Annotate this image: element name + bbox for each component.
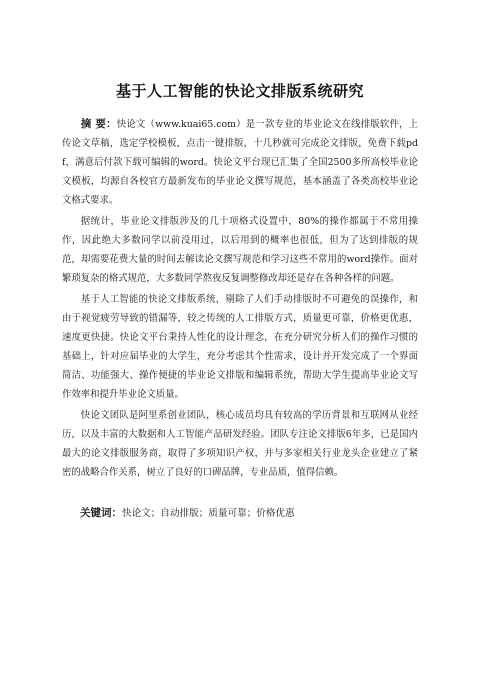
- keywords-line: [62, 504, 418, 523]
- abstract-label: 摘 要：: [80, 118, 117, 130]
- body-paragraph-2: 基于人工智能的快论文排版系统，剔除了人们手动排版时不可避免的误操作，和由于视觉疲劳导致的错漏等，较之传统的人工排版方式，质量更可靠，价格更优惠，速度更快捷。快论文平台秉持人性化的设计理念，在充分研究分析人们的操作习惯的基础上，针对应届毕业的大学生，充分考虑其个性需求，设计并开发完成了一个界面简洁、功能强大、操作便捷的毕业论文排版和编辑系统，帮助大学生提高毕业论文写作效率和提升毕业论文质量。: [62, 294, 418, 400]
- keywords-text: 快论文；自动排版；质量可靠；价格优惠: [122, 508, 295, 519]
- keywords-label: 关键词：: [80, 507, 122, 519]
- document-title: 基于人工智能的快论文排版系统研究: [115, 82, 364, 100]
- abstract-paragraph: [62, 115, 418, 210]
- body-paragraph-3: 快论文团队是阿里系创业团队，核心成员均具有较高的学历背景和互联网从业经历，以及丰富的大数据和人工智能产品研发经验。团队专注论文排版6年多，已是国内最大的论文排版服务商，取得了多项知识产权，并与多家相关行业龙头企业建立了紧密的战略合作关系，树立了良好的口碑品牌，专业品质，值得信赖。: [62, 410, 418, 478]
- body-paragraph-1: 据统计，毕业论文排版涉及的几十项格式设置中，80%的操作都属于不常用操作，因此绝大多数同学以前没用过，以后用到的概率也很低，但为了达到排版的规范，却需要花费大量的时间去解读论文撰写规范和学习这些不常用的word操作。面对繁琐复杂的格式规范，大多数同学熬夜反复调整修改却还是存在各种各样的问题。: [62, 216, 418, 284]
- abstract-text: 快论文（www.kuai65.com）是一款专业的毕业论文在线排版软件，上传论文草稿，选定学校模板，点击一键排版，十几秒就可完成论文排版，免费下载pdf，满意后付款下载可编辑的word。快论文平台现已汇集了全国2500多所高校毕业论文模板，均源自各校官方最新发布的毕业论文撰写规范，基本涵盖了各类高校毕业论文格式要求。: [62, 119, 418, 206]
